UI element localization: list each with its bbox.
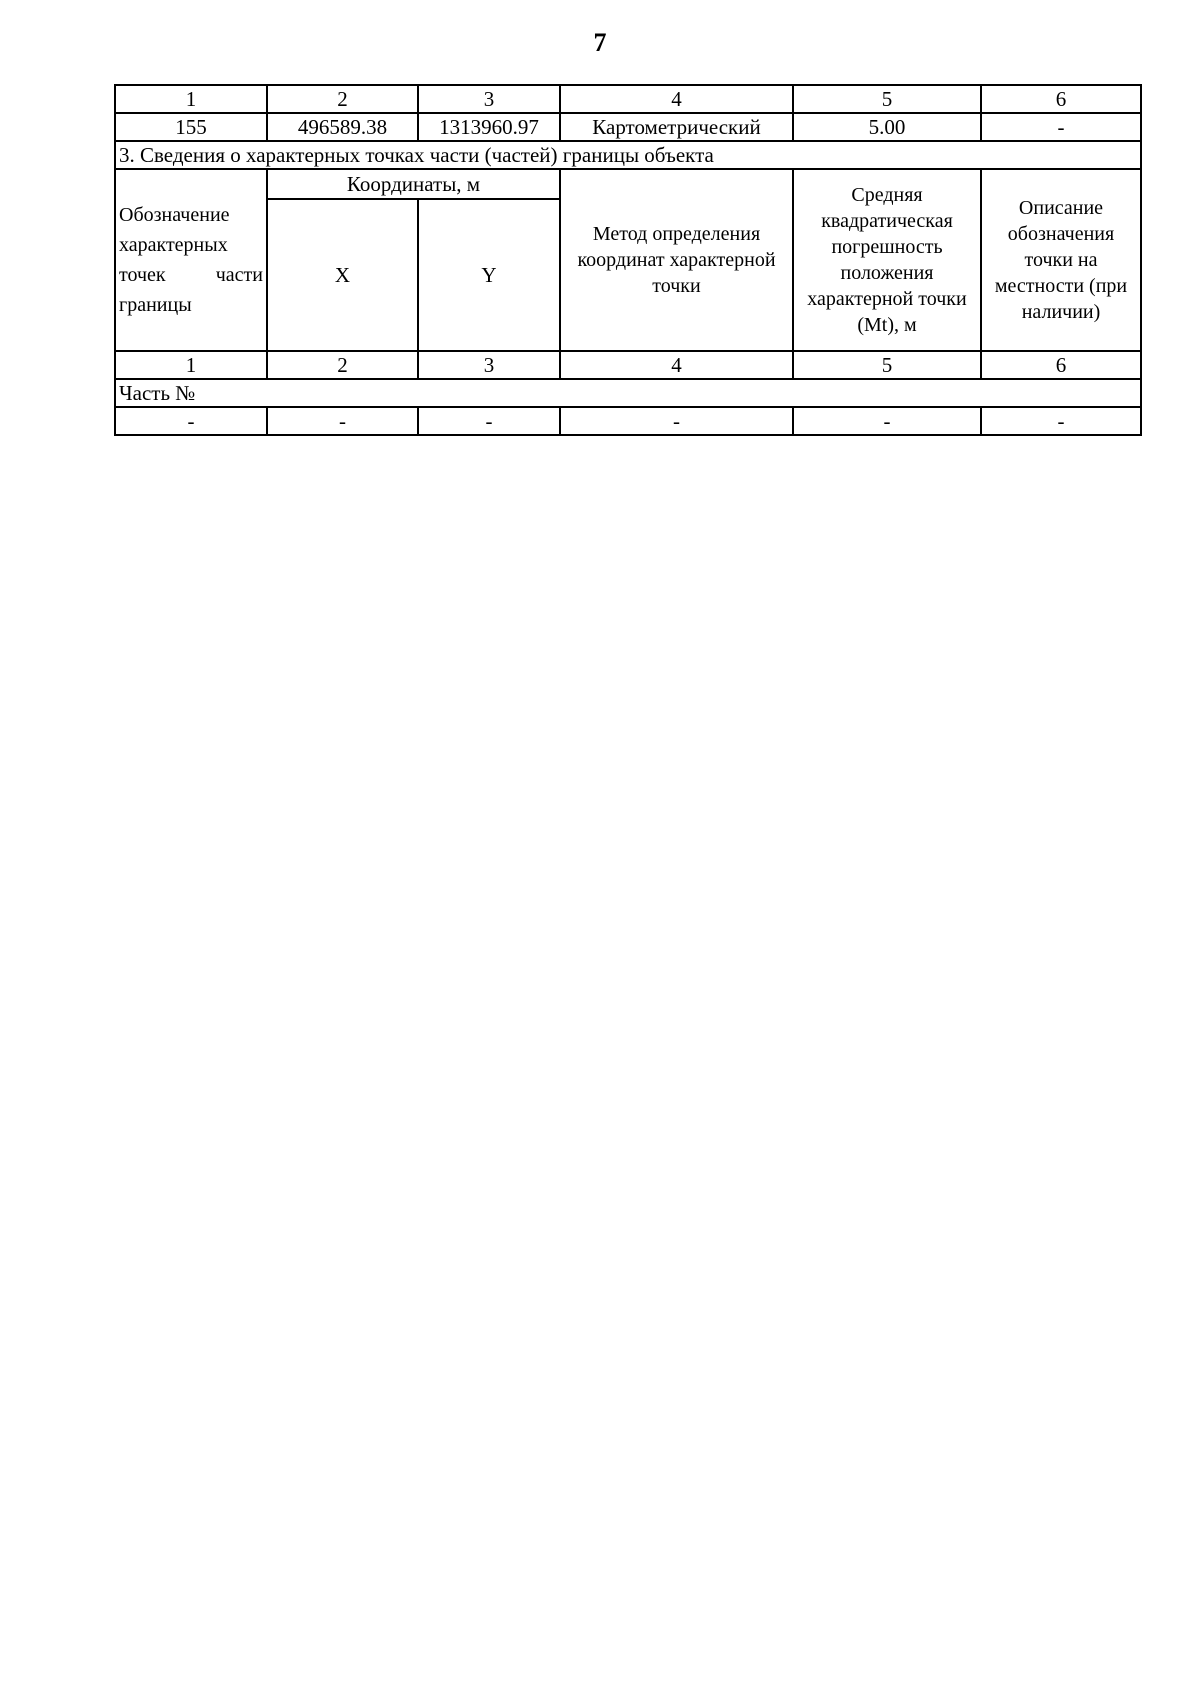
empty-cell: - — [115, 407, 267, 435]
header-y: Y — [418, 199, 560, 351]
header-error: Средняя квадратическая погрешность положения характерной точки (Mt), м — [793, 169, 981, 351]
column-number-row — [115, 85, 1141, 113]
column-number: 6 — [981, 351, 1141, 379]
column-number: 5 — [793, 351, 981, 379]
column-number-row — [115, 351, 1141, 379]
point-designation-cell: 155 — [115, 113, 267, 141]
column-number: 2 — [267, 351, 418, 379]
column-number: 6 — [981, 85, 1141, 113]
column-number: 5 — [793, 85, 981, 113]
empty-cell: - — [418, 407, 560, 435]
column-number: 4 — [560, 85, 793, 113]
table-row — [115, 407, 1141, 435]
header-designation — [115, 169, 267, 351]
x-coordinate-cell: 496589.38 — [267, 113, 418, 141]
header-designation-text: Обозначение характерных точек части границы — [119, 204, 263, 316]
header-method: Метод определения координат характерной точки — [560, 169, 793, 351]
characteristic-points-table — [114, 84, 1142, 436]
header-x: X — [267, 199, 418, 351]
part-label: Часть № — [115, 379, 1141, 407]
empty-cell: - — [267, 407, 418, 435]
method-cell: Картометрический — [560, 113, 793, 141]
section-title-row — [115, 141, 1141, 169]
header-description: Описание обозначения точки на местности (при наличии) — [981, 169, 1141, 351]
empty-cell: - — [981, 407, 1141, 435]
error-cell: 5.00 — [793, 113, 981, 141]
column-number: 3 — [418, 351, 560, 379]
column-number: 3 — [418, 85, 560, 113]
empty-cell: - — [793, 407, 981, 435]
column-number: 2 — [267, 85, 418, 113]
table-row — [115, 113, 1141, 141]
description-cell: - — [981, 113, 1141, 141]
empty-cell: - — [560, 407, 793, 435]
column-number: 1 — [115, 351, 267, 379]
header-row-1 — [115, 169, 1141, 199]
y-coordinate-cell: 1313960.97 — [418, 113, 560, 141]
column-number: 1 — [115, 85, 267, 113]
header-coordinates: Координаты, м — [267, 169, 560, 199]
page-number: 7 — [593, 28, 607, 57]
column-number: 4 — [560, 351, 793, 379]
section-title: 3. Сведения о характерных точках части (частей) границы объекта — [115, 141, 1141, 169]
part-label-row — [115, 379, 1141, 407]
